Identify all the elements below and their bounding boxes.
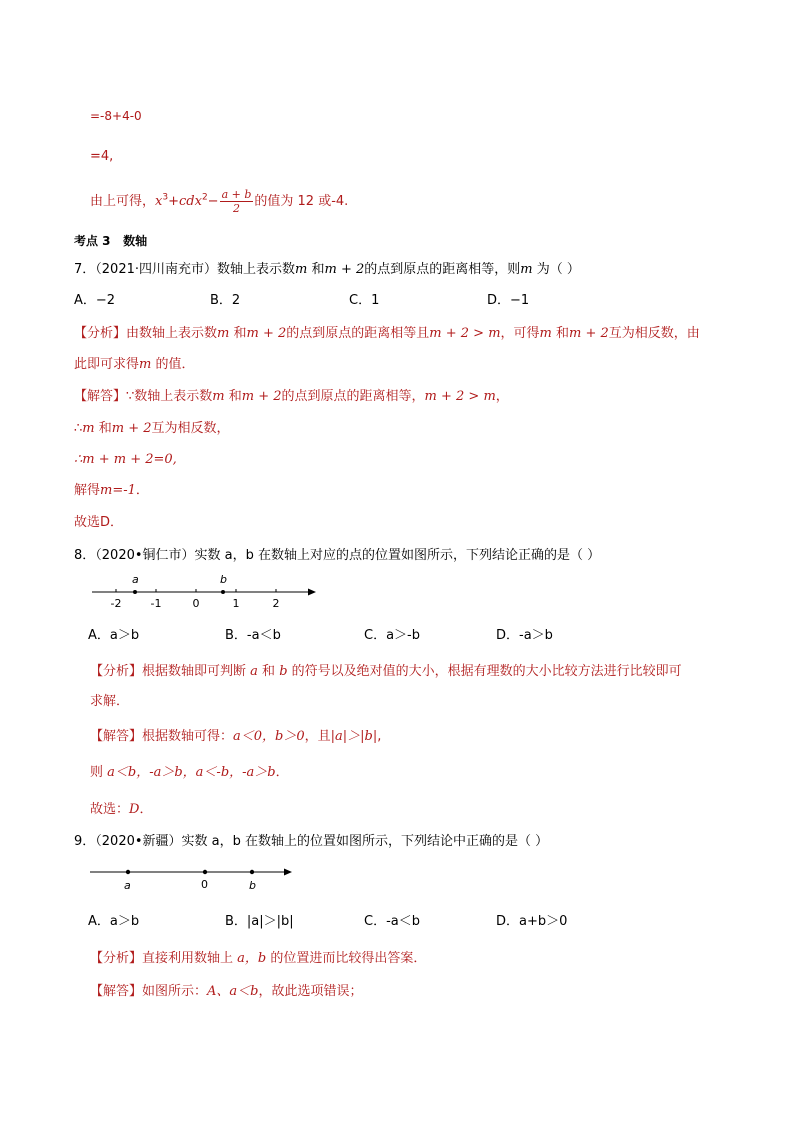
q8-solution-tag: 【解答】	[90, 729, 143, 744]
q8-tick-label: 2	[272, 597, 280, 610]
q8-solution-2c: ．	[275, 765, 289, 780]
q7-analysis-1d: ，可得	[500, 326, 540, 341]
q7-analysis-m2: m	[539, 326, 552, 341]
q7-option-b[interactable]: B．2	[210, 293, 241, 308]
q8-tick-label: -1	[150, 597, 162, 610]
q9-solution-1c: ，故此选项错误；	[258, 984, 363, 999]
q8-solution-1e: ,	[377, 729, 382, 744]
q8-solution-3a: 故选：	[90, 802, 130, 817]
q8-point-b	[221, 590, 225, 594]
q7-solution-1a: ∵数轴上表示数	[126, 389, 213, 404]
q9-option-c[interactable]: C．-a＜b	[364, 914, 420, 929]
q7-analysis-1e: 和	[551, 326, 570, 341]
q9-solution-line-1	[90, 983, 363, 1001]
q7-m: m	[295, 262, 308, 277]
expr-plus: +	[168, 194, 179, 209]
fraction	[220, 188, 254, 215]
fraction-numerator: a + b	[221, 188, 252, 201]
q7-text-d: 为（ ）	[532, 262, 580, 277]
q9-source: （2020•新疆）	[95, 834, 182, 849]
q8-analysis-1a: 根据数轴即可判断	[142, 664, 251, 679]
q8-solution-1a: 根据数轴可得：	[142, 729, 234, 744]
q7-text-b: 和	[307, 262, 325, 277]
q8-analysis-1c: 和	[257, 664, 280, 679]
q8-solution-line-3	[90, 801, 152, 819]
q8-option-b[interactable]: B．-a＜b	[225, 628, 281, 643]
q8-tick-label: 1	[232, 597, 240, 610]
q7-solution-1d: ，	[495, 389, 509, 404]
q8-axis-arrow	[308, 589, 316, 596]
q8-label-b: b	[220, 573, 227, 586]
q7-solution-tag: 【解答】	[74, 389, 127, 404]
q7-solution-ineq: m + 2 > m	[424, 389, 496, 404]
q8-solution-1c: ，且	[304, 729, 331, 744]
q8-solution-2a: 则	[90, 765, 108, 780]
q7-analysis-1c: 的点到原点的距离相等且	[286, 326, 430, 341]
section-label: 考点 3	[74, 234, 111, 248]
q7-solution-1c: 的点到原点的距离相等，	[281, 389, 425, 404]
conclusion-values: 12 或-4	[297, 194, 345, 209]
q7-number: 7．	[74, 262, 96, 277]
q8-source: （2020•铜仁市）	[95, 548, 195, 563]
q7-solution-m1: m	[212, 389, 225, 404]
q8-analysis-1d: b	[279, 664, 288, 679]
q8-number-line	[86, 568, 326, 610]
q9-stem	[74, 833, 548, 851]
q9-number-line	[84, 858, 304, 898]
q7-m-2: m	[520, 262, 533, 277]
q9-solution-1b: A、a＜b	[207, 984, 259, 999]
expr-exp3: 3	[162, 192, 169, 203]
q8-text: 实数 a，b 在数轴上对应的点的位置如图所示，下列结论正确的是（ ）	[194, 548, 601, 563]
q7-step2-c: 互为相反数，	[151, 421, 230, 436]
q8-tick-label: 0	[192, 597, 200, 610]
q8-tick-label: -2	[110, 597, 122, 610]
q8-number: 8．	[74, 548, 96, 563]
q7-source: （2021·四川南充市）	[95, 262, 217, 277]
calc-line-1: =-8+4-0	[90, 109, 142, 123]
calc-line-2: =4,	[90, 149, 114, 164]
q7-step2-b: 和	[94, 421, 112, 436]
q9-analysis-line-1	[90, 950, 426, 968]
q8-analysis-tag: 【分析】	[90, 664, 143, 679]
q7-solution-1b: 和	[224, 389, 242, 404]
q9-point-b	[250, 870, 254, 874]
q9-solution-tag: 【解答】	[90, 984, 143, 999]
q9-point-a	[126, 870, 130, 874]
q9-analysis-tag: 【分析】	[90, 951, 143, 966]
q9-text: 实数 a，b 在数轴上的位置如图所示，下列结论中正确的是（ ）	[181, 834, 549, 849]
q7-step2-a: ∴	[74, 421, 83, 436]
q7-step-2	[74, 420, 230, 438]
q9-analysis-1a: 直接利用数轴上	[142, 951, 238, 966]
q7-analysis-1f: 互为相反数，由	[608, 326, 700, 341]
q8-solution-1b: a＜0，b＞0	[233, 729, 305, 744]
expr-exp2: 2	[201, 192, 208, 203]
q8-solution-line-2	[90, 764, 289, 782]
q8-point-a	[133, 590, 137, 594]
q7-solution-mp2: m + 2	[241, 389, 282, 404]
q9-label-a: a	[124, 879, 131, 892]
q9-option-a[interactable]: A．a＞b	[88, 914, 140, 929]
expr-minus: −	[207, 194, 219, 209]
q7-option-c[interactable]: C．1	[349, 293, 380, 308]
fraction-denominator: 2	[232, 202, 240, 215]
q9-point-0	[203, 870, 207, 874]
q9-number: 9．	[74, 834, 96, 849]
q7-analysis-2a: 此即可求得	[74, 357, 140, 372]
calc-conclusion	[90, 188, 348, 215]
q9-label-0: 0	[201, 878, 208, 891]
q7-step4-a: 解得	[74, 483, 101, 498]
q7-analysis-1b: 和	[229, 326, 247, 341]
q9-analysis-1c: 的位置进而比较得出答案．	[266, 951, 427, 966]
q8-solution-3c: ．	[139, 802, 153, 817]
conclusion-mid: 的值为	[254, 194, 298, 209]
q9-solution-1a: 如图所示：	[142, 984, 208, 999]
q7-step-4	[74, 482, 149, 500]
q7-step2-m: m	[82, 421, 95, 436]
q8-solution-2b: a＜b，-a＞b，a＜-b，-a＞b	[107, 765, 276, 780]
q7-analysis-line-2	[74, 356, 194, 374]
q8-analysis-line-1	[90, 663, 682, 681]
q7-option-d[interactable]: D．−1	[487, 293, 530, 308]
q9-label-b: b	[249, 879, 256, 892]
q7-analysis-1a: 由数轴上表示数	[126, 326, 218, 341]
q8-analysis-line-2: 求解．	[90, 694, 130, 709]
q8-analysis-1e: 的符号以及绝对值的大小，根据有理数的大小比较方法进行比较即可	[287, 664, 682, 679]
q7-analysis-tag: 【分析】	[74, 326, 127, 341]
q8-solution-1d: |a|＞|b|	[330, 729, 378, 744]
q7-analysis-mp2-1: m + 2	[246, 326, 287, 341]
q7-analysis-line-1	[74, 325, 700, 343]
conclusion-end: .	[344, 194, 349, 209]
q7-step2-mp2: m + 2	[111, 421, 152, 436]
expr-cdx: cdx	[179, 194, 202, 209]
q7-step4-c: ．	[135, 483, 149, 498]
q7-m-plus-2: m + 2	[324, 262, 365, 277]
q7-text-a: 数轴上表示数	[217, 262, 296, 277]
q7-text-c: 的点到原点的距离相等，则	[364, 262, 521, 277]
section-title: 数轴	[123, 234, 148, 248]
q7-step4-b: m=-1	[100, 483, 136, 498]
expr-x: x	[155, 194, 163, 209]
q9-analysis-1b: a，b	[237, 951, 267, 966]
q9-axis-arrow	[284, 869, 292, 876]
q7-solution-line-1	[74, 388, 509, 406]
q8-analysis-1b: a	[250, 664, 258, 679]
section-heading	[74, 232, 147, 250]
q7-analysis-2b: 的值．	[151, 357, 195, 372]
q8-solution-3b: D	[129, 802, 140, 817]
q7-step-3: ∴m + m + 2=0,	[74, 452, 177, 467]
conclusion-prefix: 由上可得，	[90, 194, 156, 209]
q8-option-d[interactable]: D．-a＞b	[496, 628, 553, 643]
q8-option-c[interactable]: C．a＞-b	[364, 628, 420, 643]
q7-analysis-mp2-2: m + 2	[569, 326, 609, 341]
q7-analysis-m1: m	[217, 326, 230, 341]
q7-analysis-ineq: m + 2 > m	[429, 326, 501, 341]
q7-analysis-m3: m	[139, 357, 152, 372]
q7-step-5: 故选D．	[74, 515, 124, 530]
q9-option-b[interactable]: B．|a|＞|b|	[225, 914, 294, 929]
q8-stem	[74, 547, 600, 565]
q8-option-a[interactable]: A．a＞b	[88, 628, 140, 643]
q7-stem	[74, 261, 580, 279]
q8-label-a: a	[132, 573, 139, 586]
q8-solution-line-1	[90, 728, 381, 746]
q7-option-a[interactable]: A．−2	[74, 293, 116, 308]
q9-option-d[interactable]: D．a+b＞0	[496, 914, 568, 929]
